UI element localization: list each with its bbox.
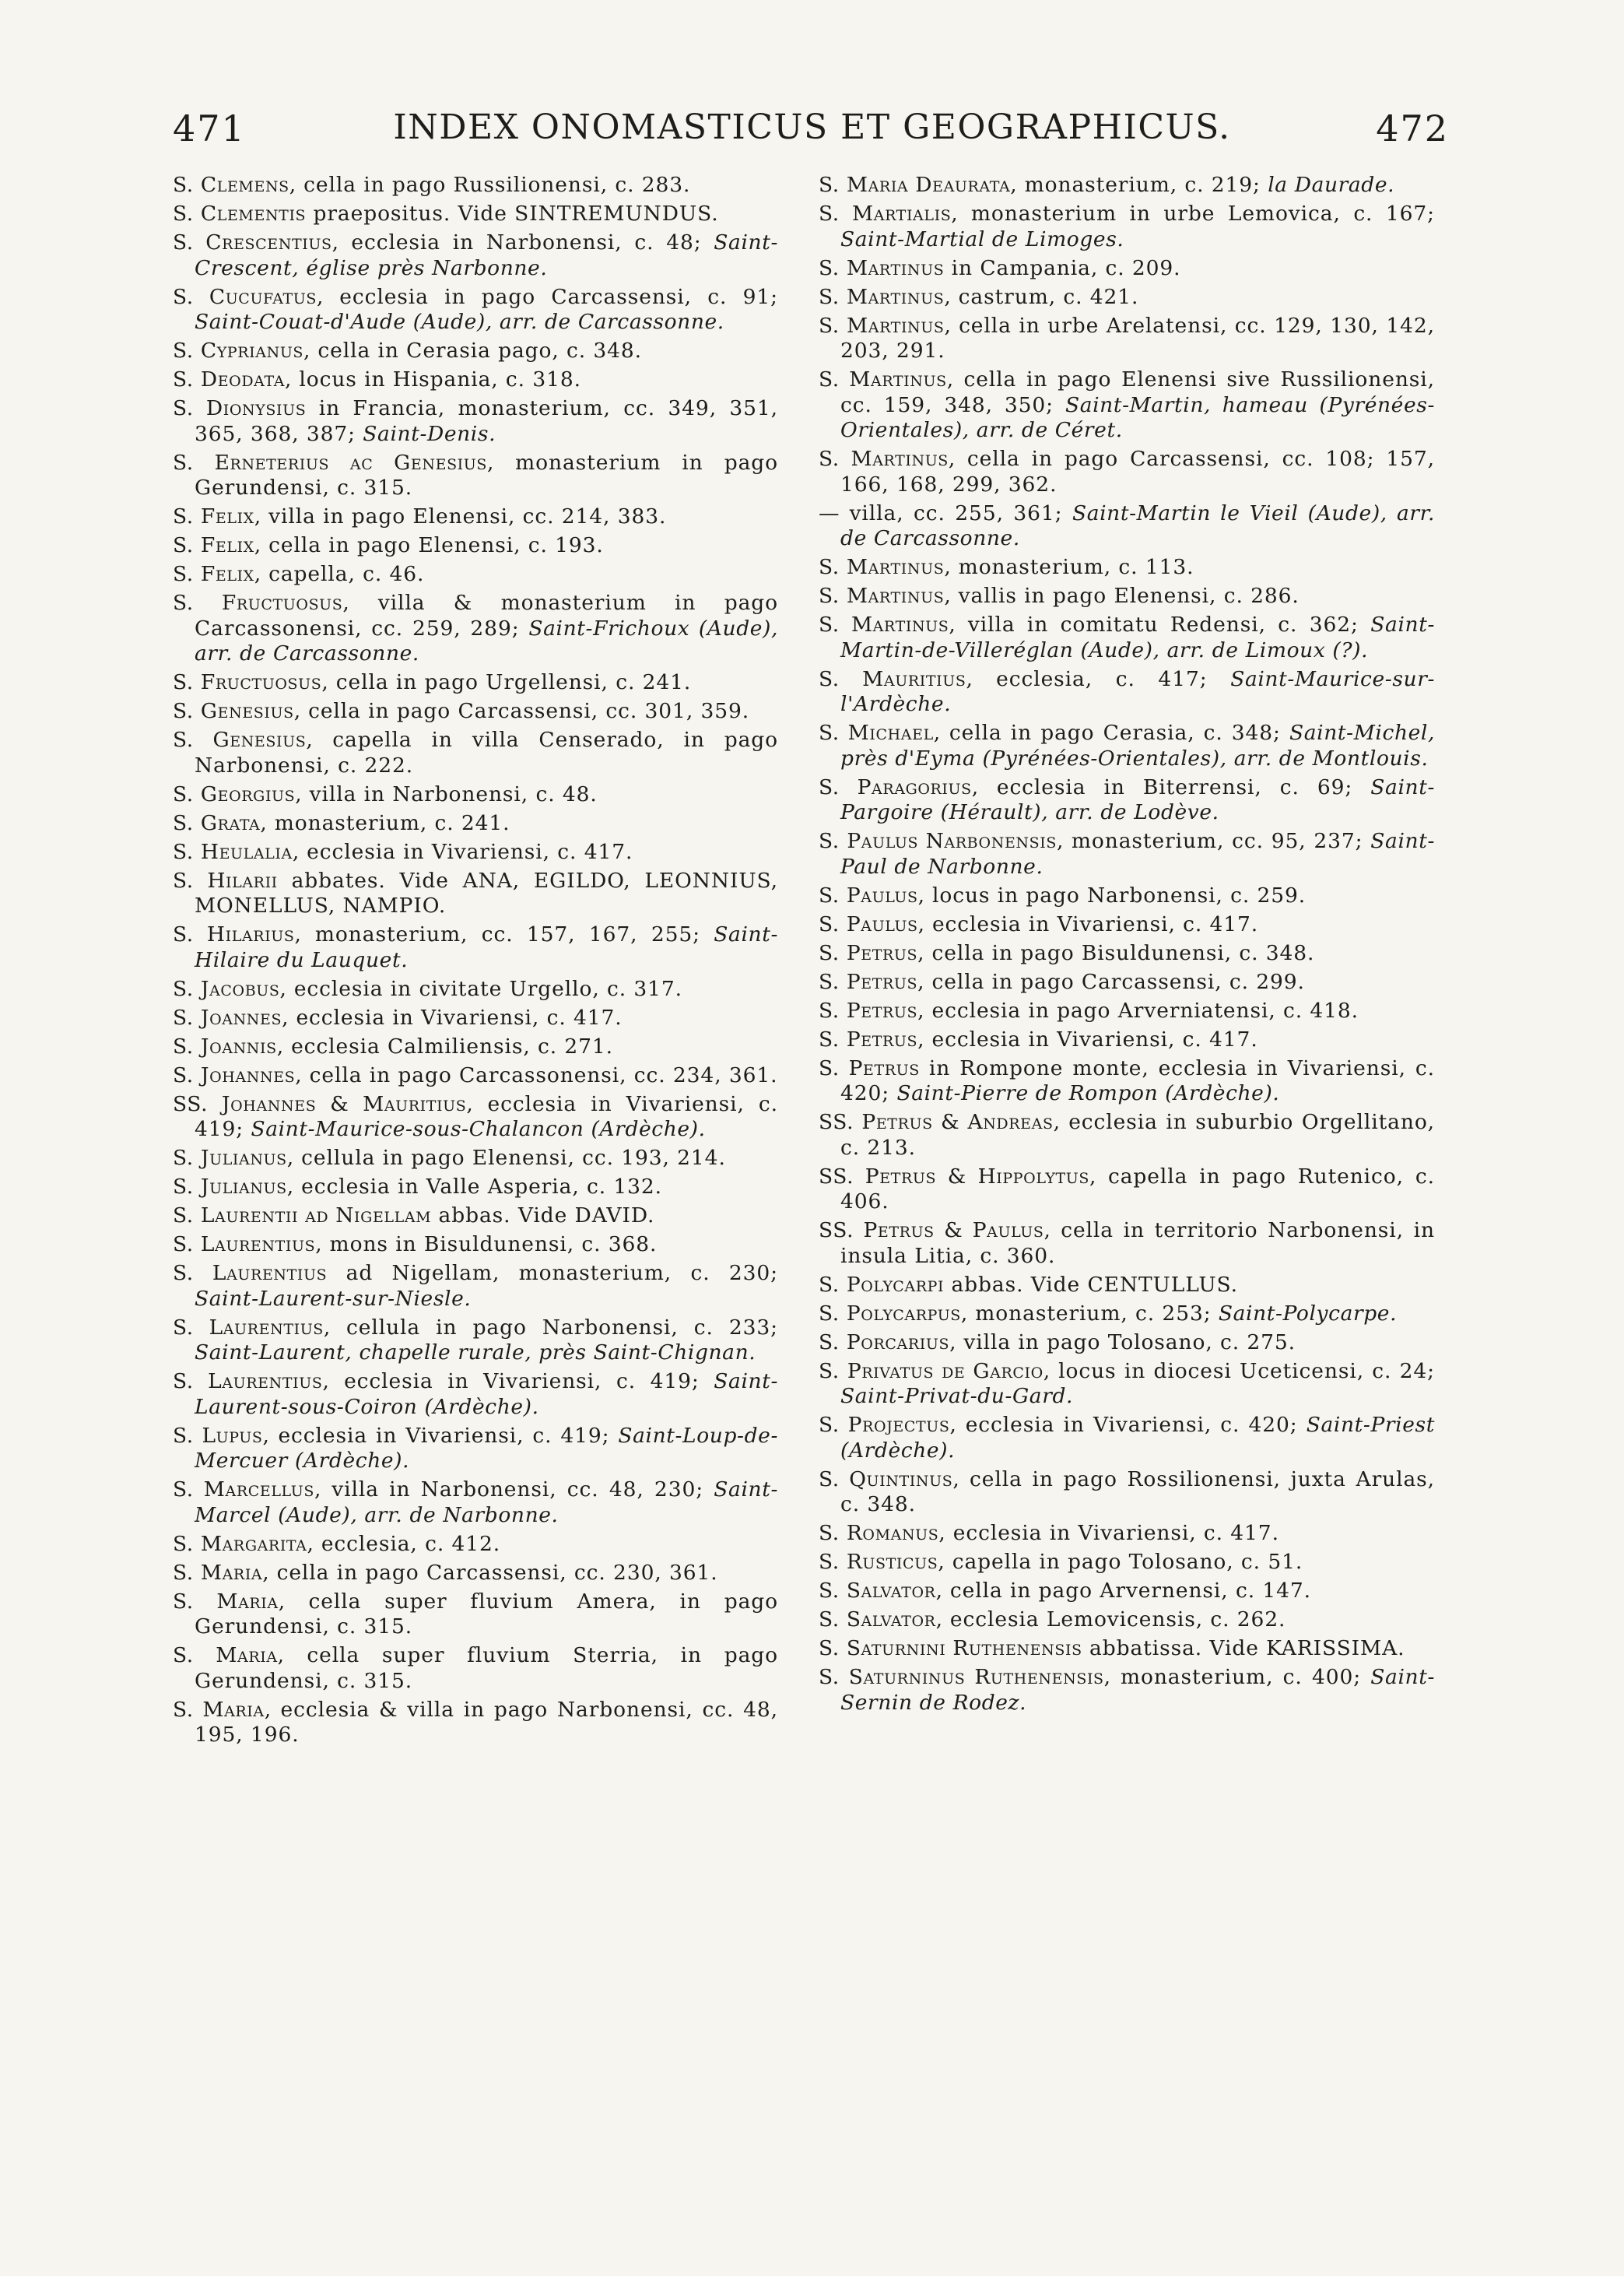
entry-description: cella in pago Rossilionensi, juxta Arulas, c. 348. bbox=[840, 1466, 1435, 1516]
entry-location: Saint-Laurent-sur-Niesle. bbox=[195, 1286, 472, 1311]
entry-name: S. Petrus, bbox=[819, 1027, 925, 1052]
entry-location: Saint-Michel, près d'Eyma (Pyrénées-Orientales), arr. de Montlouis. bbox=[840, 721, 1435, 771]
entry-location: Saint-Maurice-sous-Chalancon (Ardèche). bbox=[251, 1117, 706, 1141]
entry-description: ecclesia Lemovicensis, c. 262. bbox=[942, 1607, 1286, 1631]
entry-name: S. Petrus, bbox=[819, 998, 925, 1023]
entry-name: S. Clemens, bbox=[173, 173, 296, 197]
index-entry bbox=[819, 1579, 1435, 1604]
index-entry bbox=[173, 1643, 778, 1694]
entry-description: villa in Narbonensi, c. 48. bbox=[302, 781, 598, 806]
entry-description: cella in pago Carcassensi, cc. 108; 157, 166, 168, 299, 362. bbox=[840, 447, 1436, 497]
entry-location: Saint-Polycarpe. bbox=[1218, 1301, 1398, 1326]
index-entry bbox=[819, 202, 1435, 252]
index-entry bbox=[173, 1146, 778, 1171]
entry-name: S. Petrus, bbox=[819, 940, 925, 965]
entry-name: S. Lupus, bbox=[173, 1423, 270, 1448]
entry-location: Saint-Laurent, chapelle rurale, près Saint-Chignan. bbox=[195, 1340, 756, 1365]
entry-name: S. Deodata, bbox=[173, 367, 293, 392]
entry-name: SS. Petrus & Paulus, bbox=[819, 1218, 1051, 1242]
entry-location: Saint-Martin le Vieil (Aude), arr. de Carcassonne. bbox=[840, 501, 1435, 550]
entry-name: S. Salvator, bbox=[819, 1607, 943, 1631]
entry-location: Saint-Martial de Limoges. bbox=[840, 227, 1124, 251]
index-entry bbox=[819, 1607, 1435, 1633]
index-entry bbox=[819, 173, 1435, 198]
entry-location: Saint-Sernin de Rodez. bbox=[840, 1665, 1435, 1715]
entry-description: ad Nigellam, monasterium, c. 230; bbox=[327, 1261, 778, 1285]
entry-name: S. Laurentius, bbox=[173, 1369, 330, 1393]
entry-location: Saint-Denis. bbox=[363, 421, 496, 446]
entry-name: S. Petrus bbox=[819, 1055, 920, 1080]
entry-description: cella in pago Elenensi sive Russilionensi, cc. 159, 348, 350; bbox=[840, 367, 1435, 417]
entry-description: locus in Hispania, c. 318. bbox=[292, 367, 581, 392]
entry-description: cella in pago Carcassensi, c. 299. bbox=[924, 969, 1305, 994]
entry-name: S. Dionysius bbox=[173, 396, 307, 420]
entry-description: ecclesia in Vivariensi, c. 417. bbox=[924, 1027, 1258, 1052]
index-entry bbox=[819, 1413, 1435, 1463]
index-entry bbox=[173, 1232, 778, 1258]
entry-name: SS. Petrus & Andreas, bbox=[819, 1110, 1061, 1134]
entry-description: monasterium, c. 113. bbox=[951, 555, 1194, 579]
index-entry bbox=[819, 721, 1435, 771]
entry-location: Saint-Martin, hameau (Pyrénées-Orientales), arr. de Céret. bbox=[840, 392, 1435, 442]
index-entry bbox=[819, 613, 1435, 663]
index-entry bbox=[173, 728, 778, 778]
entry-name: S. Martinus, bbox=[819, 367, 954, 392]
entry-description: cellula in pago Elenensi, cc. 193, 214. bbox=[293, 1146, 726, 1170]
page-header bbox=[0, 107, 1624, 154]
index-entry bbox=[173, 670, 778, 696]
entry-description: monasterium, cc. 157, 167, 255; bbox=[301, 922, 714, 947]
entry-description: cella in pago Carcassensi, cc. 230, 361. bbox=[269, 1560, 718, 1585]
entry-description: capella in pago Rutenico, c. 406. bbox=[840, 1164, 1435, 1214]
entry-location: Saint-Marcel (Aude), arr. de Narbonne. bbox=[195, 1477, 778, 1527]
index-entry bbox=[819, 1550, 1435, 1575]
entry-description: villa in Narbonensi, cc. 48, 230; bbox=[321, 1477, 714, 1502]
entry-name: S. Martinus, bbox=[819, 284, 952, 309]
entry-name: S. Hilarii bbox=[173, 868, 278, 893]
entry-description: castrum, c. 421. bbox=[951, 284, 1139, 309]
index-entry bbox=[819, 1164, 1435, 1215]
index-entry bbox=[173, 1589, 778, 1640]
entry-description: monasterium in pago Gerundensi, c. 315. bbox=[195, 450, 779, 500]
entry-description: cella in pago Russilionensi, c. 283. bbox=[296, 173, 691, 197]
index-entry bbox=[819, 970, 1435, 996]
index-entry bbox=[819, 1301, 1435, 1327]
entry-description: ecclesia in Vivariensi, c. 417. bbox=[924, 911, 1259, 936]
entry-name: S. Martinus, bbox=[819, 447, 956, 471]
entry-name: S. Martinus, bbox=[819, 584, 952, 608]
entry-description: cella super fluvium Amera, in pago Gerundensi, c. 315. bbox=[195, 1589, 778, 1639]
index-entry bbox=[819, 555, 1435, 581]
entry-name: S. Georgius, bbox=[173, 781, 303, 806]
entry-name: S. Romanus, bbox=[819, 1521, 946, 1545]
entry-name: S. Felix, bbox=[173, 504, 261, 529]
entry-name: S. Marcellus, bbox=[173, 1477, 321, 1502]
entry-description: abbatissa. Vide KARISSIMA. bbox=[1082, 1636, 1405, 1660]
index-entry bbox=[819, 1665, 1435, 1716]
entry-description: villa & monasterium in pago Carcassonensi, cc. 259, 289; bbox=[195, 591, 778, 641]
index-entry bbox=[173, 1261, 778, 1312]
entry-location: Saint-Pierre de Rompon (Ardèche). bbox=[896, 1081, 1280, 1105]
index-entry bbox=[819, 1467, 1435, 1518]
entry-description: locus in pago Narbonensi, c. 259. bbox=[924, 883, 1307, 908]
index-entry bbox=[819, 367, 1435, 444]
entry-name: S. Salvator, bbox=[819, 1579, 943, 1603]
entry-name: S. Saturnini Ruthenensis bbox=[819, 1636, 1082, 1660]
entry-location: Saint-Privat-du-Gard. bbox=[840, 1384, 1074, 1408]
index-entry bbox=[819, 1636, 1435, 1662]
index-entry bbox=[173, 1424, 778, 1474]
entry-location: la Daurade. bbox=[1268, 173, 1395, 197]
index-entry bbox=[173, 230, 778, 281]
entry-name: S. Crescentius, bbox=[173, 230, 339, 255]
entry-description: cellula in pago Narbonensi, c. 233; bbox=[330, 1315, 778, 1340]
entry-name: S. Paulus, bbox=[819, 911, 925, 936]
index-entry bbox=[819, 775, 1435, 826]
entry-description: ecclesia, c. 412. bbox=[314, 1531, 501, 1556]
entry-name: S. Projectus, bbox=[819, 1413, 957, 1437]
entry-name: S. Margarita, bbox=[173, 1531, 314, 1556]
index-entry bbox=[819, 912, 1435, 938]
entry-description: ecclesia Calmiliensis, c. 271. bbox=[283, 1034, 613, 1059]
entry-name: S. Maria, bbox=[173, 1643, 285, 1667]
index-entry bbox=[173, 367, 778, 393]
entry-description: villa in pago Tolosano, c. 275. bbox=[956, 1329, 1296, 1354]
index-entry bbox=[173, 1034, 778, 1060]
entry-description: ecclesia in suburbio Orgellitano, c. 213. bbox=[840, 1110, 1435, 1160]
entry-name: S. Paulus, bbox=[819, 883, 925, 908]
entry-name: S. Maria, bbox=[173, 1697, 272, 1722]
entry-name: S. Laurentius, bbox=[173, 1315, 331, 1340]
entry-description: ecclesia, c. 417; bbox=[973, 666, 1231, 691]
entry-description: ecclesia in Vivariensi, c. 417. bbox=[945, 1521, 1279, 1545]
entry-name: S. Felix, bbox=[173, 562, 261, 586]
entry-name: S. Martialis, bbox=[819, 202, 959, 226]
entry-name: S. Laurentii ad Nigellam bbox=[173, 1203, 432, 1228]
index-entry bbox=[173, 504, 778, 530]
entry-name: S. Mauritius, bbox=[819, 666, 973, 691]
index-entry bbox=[173, 869, 778, 919]
entry-name: S. Cyprianus, bbox=[173, 339, 311, 363]
entry-name: S. Paulus Narbonensis, bbox=[819, 829, 1065, 853]
index-entry bbox=[819, 314, 1435, 364]
entry-description: capella in pago Tolosano, c. 51. bbox=[945, 1550, 1303, 1574]
entry-name: S. Porcarius, bbox=[819, 1329, 957, 1354]
index-entry bbox=[173, 1369, 778, 1420]
index-entry bbox=[819, 999, 1435, 1024]
entry-name: S. Privatus de Garcio, bbox=[819, 1358, 1051, 1383]
entry-description: in Campania, c. 209. bbox=[944, 255, 1181, 280]
entry-description: villa, cc. 255, 361; bbox=[840, 501, 1072, 525]
index-entry bbox=[173, 699, 778, 725]
entry-name: S. Felix, bbox=[173, 533, 261, 557]
page-number-left: 471 bbox=[173, 107, 246, 149]
entry-name: S. Hilarius, bbox=[173, 922, 302, 947]
entry-name: S. Genesius, bbox=[173, 728, 314, 752]
index-entry bbox=[819, 1056, 1435, 1107]
entry-description: ecclesia in pago Arverniatensi, c. 418. bbox=[924, 998, 1359, 1023]
index-entry bbox=[173, 1092, 778, 1143]
index-entry bbox=[173, 1532, 778, 1558]
entry-description: cella in pago Elenensi, c. 193. bbox=[261, 533, 604, 557]
entry-name: S. Julianus, bbox=[173, 1146, 294, 1170]
index-column-right bbox=[819, 173, 1435, 1719]
index-entry bbox=[173, 396, 778, 447]
entry-name: S. Maria Deaurata, bbox=[819, 173, 1018, 197]
entry-description: vallis in pago Elenensi, c. 286. bbox=[951, 584, 1300, 608]
entry-description: cella in pago Bisuldunensi, c. 348. bbox=[924, 940, 1315, 965]
index-entry bbox=[173, 339, 778, 364]
entry-location: Saint-Hilaire du Lauquet. bbox=[195, 922, 778, 972]
entry-name: S. Laurentius, bbox=[173, 1232, 323, 1256]
entry-description: cella in pago Carcassensi, cc. 301, 359. bbox=[300, 699, 750, 723]
entry-description: cella in Cerasia pago, c. 348. bbox=[310, 339, 643, 363]
entry-description: capella in villa Censerado, in pago Narbonensi, c. 222. bbox=[195, 728, 779, 778]
entry-location: Saint-Martin-de-Villeréglan (Aude), arr. de Limoux (?). bbox=[840, 613, 1435, 662]
entry-name: S. Genesius, bbox=[173, 699, 301, 723]
entry-name: — bbox=[819, 501, 840, 525]
index-entry bbox=[173, 811, 778, 837]
entry-name: S. Johannes, bbox=[173, 1062, 303, 1087]
entry-description: cella in pago Arvernensi, c. 147. bbox=[942, 1579, 1311, 1603]
index-entry bbox=[173, 533, 778, 559]
index-entry bbox=[173, 173, 778, 198]
entry-description: villa in pago Elenensi, cc. 214, 383. bbox=[261, 504, 667, 529]
entry-description: abbas. Vide DAVID. bbox=[431, 1203, 655, 1228]
entry-description: ecclesia in Vivariensi, c. 417. bbox=[289, 1005, 623, 1030]
index-entry bbox=[173, 977, 778, 1003]
entry-description: cella in pago Carcassonensi, cc. 234, 361. bbox=[302, 1062, 778, 1087]
entry-name: S. Laurentius bbox=[173, 1261, 328, 1285]
page-number-right: 472 bbox=[1376, 107, 1449, 149]
entry-description: cella in urbe Arelatensi, cc. 129, 130, 142, 203, 291. bbox=[840, 313, 1435, 363]
index-entry bbox=[819, 447, 1435, 497]
entry-location: Saint-Frichoux (Aude), arr. de Carcassonne. bbox=[195, 616, 778, 666]
entry-name: S. Fructuosus, bbox=[173, 670, 329, 694]
entry-name: S. Saturninus Ruthenensis, bbox=[819, 1665, 1111, 1689]
index-entry bbox=[173, 1063, 778, 1089]
entry-name: S. Cucufatus, bbox=[173, 284, 324, 309]
entry-name: S. Maria, bbox=[173, 1560, 270, 1585]
entry-location: Saint-Pargoire (Hérault), arr. de Lodève. bbox=[840, 774, 1435, 824]
entry-description: cella super fluvium Sterria, in pago Gerundensi, c. 315. bbox=[195, 1643, 778, 1693]
index-entry bbox=[819, 1359, 1435, 1410]
entry-location: Saint-Crescent, église près Narbonne. bbox=[195, 230, 778, 280]
entry-name: S. Martinus, bbox=[819, 555, 952, 579]
index-entry bbox=[173, 591, 778, 667]
entry-location: Saint-Couat-d'Aude (Aude), arr. de Carcassonne. bbox=[195, 310, 724, 334]
index-entry bbox=[173, 562, 778, 588]
entry-description: ecclesia in Vivariensi, c. 419; bbox=[269, 1423, 619, 1448]
entry-name: S. Polycarpus, bbox=[819, 1301, 968, 1326]
entry-name: SS. Johannes & Mauritius, bbox=[173, 1091, 474, 1116]
index-entry bbox=[819, 1273, 1435, 1298]
entry-name: S. Grata, bbox=[173, 810, 268, 835]
entry-description: ecclesia in Biterrensi, c. 69; bbox=[978, 774, 1371, 799]
index-entry bbox=[173, 1203, 778, 1229]
entry-location: Saint-Paul de Narbonne. bbox=[840, 829, 1435, 879]
entry-name: S. Martinus bbox=[819, 255, 945, 280]
entry-name: S. Martinus, bbox=[819, 313, 952, 338]
entry-description: ecclesia in Valle Asperia, c. 132. bbox=[293, 1175, 662, 1199]
index-entry bbox=[173, 922, 778, 973]
index-entry bbox=[173, 202, 778, 227]
entry-description: in Rompone monte, ecclesia in Vivariensi, c. 420; bbox=[840, 1055, 1435, 1105]
entry-name: S. Michael, bbox=[819, 721, 941, 745]
index-entry bbox=[819, 829, 1435, 880]
entry-name: S. Rusticus, bbox=[819, 1550, 945, 1574]
entry-description: ecclesia in Narbonensi, c. 48; bbox=[338, 230, 714, 255]
index-entry bbox=[819, 1521, 1435, 1547]
entry-description: capella, c. 46. bbox=[261, 562, 425, 586]
entry-name: S. Polycarpi bbox=[819, 1272, 945, 1297]
index-entry bbox=[819, 1027, 1435, 1053]
index-entry bbox=[819, 1218, 1435, 1269]
running-title: INDEX ONOMASTICUS ET GEOGRAPHICUS. bbox=[393, 107, 1231, 147]
entry-location: Saint-Priest (Ardèche). bbox=[840, 1413, 1435, 1463]
index-entry bbox=[173, 782, 778, 808]
entry-description: cella in pago Urgellensi, c. 241. bbox=[328, 670, 692, 694]
entry-description: ecclesia in Vivariensi, c. 419; bbox=[329, 1369, 714, 1393]
entry-description: monasterium, c. 241. bbox=[267, 810, 510, 835]
entry-location: Saint-Laurent-sous-Coiron (Ardèche). bbox=[195, 1369, 778, 1419]
entry-name: S. Petrus, bbox=[819, 969, 925, 994]
entry-location: Saint-Loup-de-Mercuer (Ardèche). bbox=[195, 1423, 778, 1473]
index-entry bbox=[819, 584, 1435, 609]
entry-description: praepositus. Vide SINTREMUNDUS. bbox=[306, 202, 719, 226]
index-entry bbox=[173, 1006, 778, 1031]
index-entry bbox=[819, 285, 1435, 311]
index-entry bbox=[819, 1330, 1435, 1356]
index-entry bbox=[173, 451, 778, 501]
entry-description: monasterium in urbe Lemovica, c. 167; bbox=[958, 202, 1435, 226]
entry-name: S. Fructuosus, bbox=[173, 591, 350, 615]
index-entry bbox=[173, 1477, 778, 1528]
entry-name: S. Quintinus, bbox=[819, 1466, 960, 1491]
entry-description: ecclesia in Vivariensi, c. 419; bbox=[195, 1091, 778, 1141]
entry-name: S. Jacobus, bbox=[173, 976, 287, 1001]
entry-description: ecclesia in Vivariensi, c. 420; bbox=[956, 1413, 1307, 1437]
entry-description: cella in pago Cerasia, c. 348; bbox=[940, 721, 1289, 745]
entry-name: S. Martinus, bbox=[819, 613, 956, 637]
index-entry bbox=[819, 1110, 1435, 1161]
entry-name: S. Erneterius ac Genesius, bbox=[173, 450, 495, 475]
entry-description: monasterium, c. 219; bbox=[1017, 173, 1268, 197]
entry-description: in Francia, monasterium, cc. 349, 351, 365, 368, 387; bbox=[195, 396, 778, 446]
entry-description: monasterium, c. 400; bbox=[1110, 1665, 1371, 1689]
entry-description: ecclesia in pago Carcassensi, c. 91; bbox=[324, 284, 778, 309]
entry-name: S. Paragorius, bbox=[819, 774, 979, 799]
entry-name: S. Clementis bbox=[173, 202, 307, 226]
entry-description: ecclesia in civitate Urgello, c. 317. bbox=[286, 976, 683, 1001]
entry-description: abbas. Vide CENTULLUS. bbox=[944, 1272, 1238, 1297]
entry-name: S. Maria, bbox=[173, 1589, 286, 1614]
index-entry bbox=[173, 1175, 778, 1200]
entry-name: S. Joannis, bbox=[173, 1034, 284, 1059]
entry-description: abbates. Vide ANA, EGILDO, LEONNIUS, MONELLUS, NAMPIO. bbox=[195, 868, 778, 918]
index-entry bbox=[819, 256, 1435, 282]
entry-name: S. Julianus, bbox=[173, 1175, 294, 1199]
index-entry bbox=[819, 883, 1435, 909]
index-entry bbox=[173, 1698, 778, 1748]
index-entry bbox=[819, 667, 1435, 718]
entry-description: ecclesia & villa in pago Narbonensi, cc. 48, 195, 196. bbox=[195, 1697, 778, 1747]
index-entry bbox=[173, 1315, 778, 1366]
index-entry bbox=[819, 941, 1435, 967]
entry-name: SS. Petrus & Hippolytus, bbox=[819, 1164, 1096, 1189]
index-entry bbox=[173, 840, 778, 866]
entry-description: cella in territorio Narbonensi, in insula Litia, c. 360. bbox=[840, 1218, 1436, 1268]
entry-description: locus in diocesi Uceticensi, c. 24; bbox=[1050, 1358, 1436, 1383]
entry-name: S. Heulalia, bbox=[173, 839, 300, 864]
index-column-left bbox=[173, 173, 778, 1751]
entry-description: monasterium, c. 253; bbox=[967, 1301, 1219, 1326]
entry-description: monasterium, cc. 95, 237; bbox=[1064, 829, 1371, 853]
entry-name: S. Joannes, bbox=[173, 1005, 289, 1030]
entry-description: ecclesia in Vivariensi, c. 417. bbox=[299, 839, 633, 864]
index-entry bbox=[173, 1561, 778, 1586]
entry-location: Saint-Maurice-sur-l'Ardèche. bbox=[840, 666, 1436, 716]
entry-description: villa in comitatu Redensi, c. 362; bbox=[956, 613, 1371, 637]
entry-description: mons in Bisuldunensi, c. 368. bbox=[322, 1232, 658, 1256]
index-entry bbox=[173, 285, 778, 335]
index-entry bbox=[819, 501, 1435, 552]
